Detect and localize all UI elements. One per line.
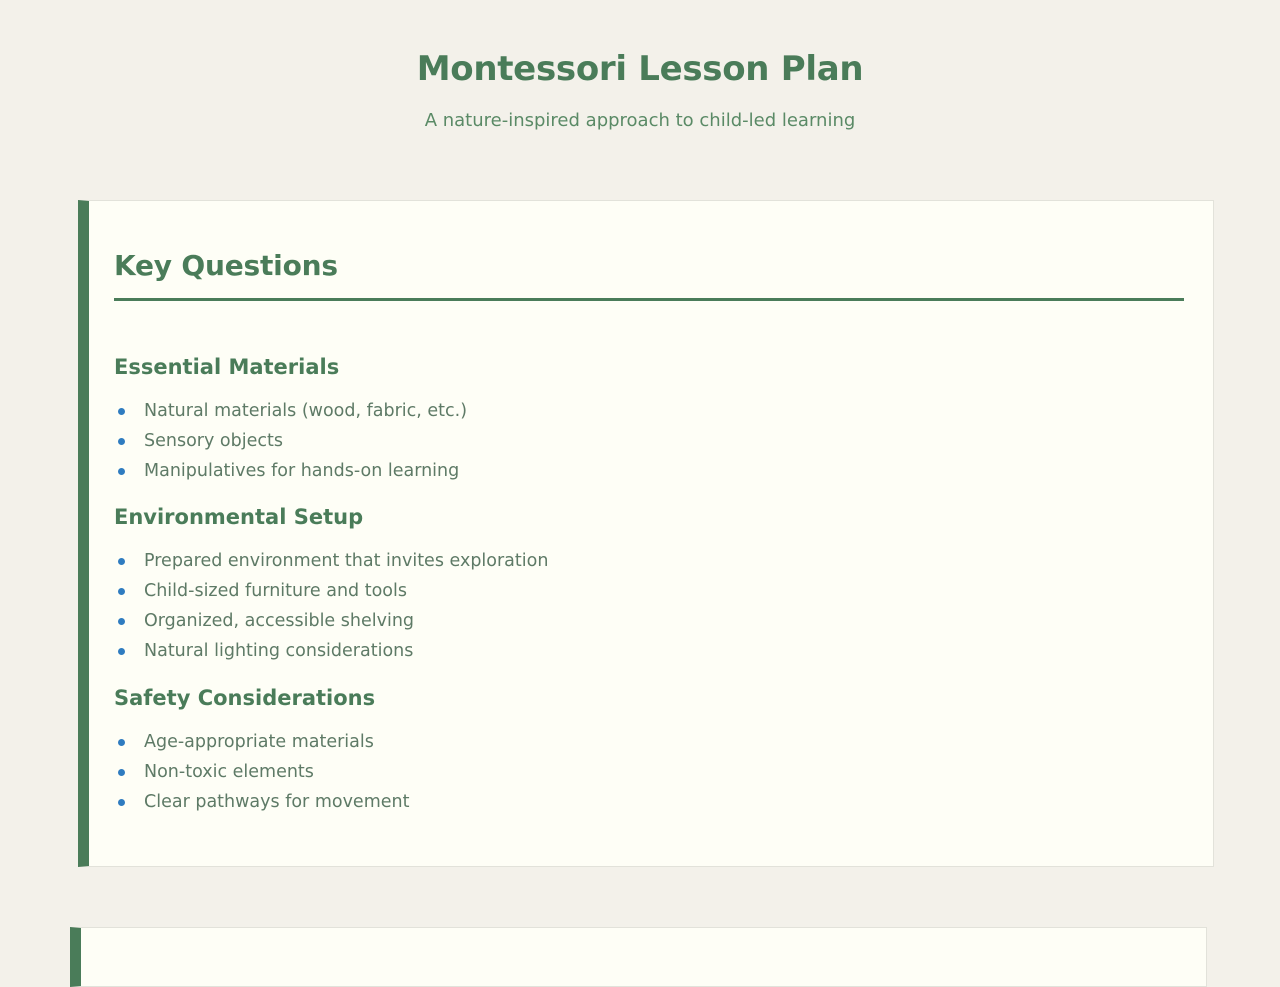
bullet-icon bbox=[118, 739, 125, 746]
list-item bbox=[114, 606, 548, 636]
list-item bbox=[114, 636, 548, 666]
list-item-text: Organized, accessible shelving bbox=[144, 611, 415, 631]
section-heading-essential-materials: Essential Materials bbox=[114, 355, 340, 379]
list-item bbox=[114, 546, 548, 576]
page-subtitle: A nature-inspired approach to child-led learning bbox=[424, 110, 856, 131]
essential-materials-list bbox=[114, 396, 467, 486]
list-item-text: Manipulatives for hands-on learning bbox=[144, 461, 460, 481]
title-divider bbox=[114, 298, 1184, 301]
list-item-text: Sensory objects bbox=[144, 431, 283, 451]
bullet-icon bbox=[118, 558, 125, 565]
section-heading-environmental-setup: Environmental Setup bbox=[114, 505, 364, 529]
key-questions-card bbox=[78, 200, 1214, 867]
list-item bbox=[114, 727, 409, 757]
list-item-text: Child-sized furniture and tools bbox=[144, 581, 407, 601]
list-item-text: Prepared environment that invites exploration bbox=[144, 551, 549, 571]
bullet-icon bbox=[118, 438, 125, 445]
card-title: Key Questions bbox=[114, 249, 338, 282]
bullet-icon bbox=[118, 799, 125, 806]
list-item bbox=[114, 787, 409, 817]
section-heading-safety-considerations: Safety Considerations bbox=[114, 686, 376, 710]
list-item bbox=[114, 426, 467, 456]
list-item bbox=[114, 576, 548, 606]
bullet-icon bbox=[118, 769, 125, 776]
list-item-text: Age-appropriate materials bbox=[144, 732, 374, 752]
bullet-icon bbox=[118, 618, 125, 625]
page-title: Montessori Lesson Plan bbox=[416, 49, 864, 89]
list-item bbox=[114, 396, 467, 426]
next-card bbox=[70, 927, 1207, 987]
list-item-text: Natural materials (wood, fabric, etc.) bbox=[144, 401, 468, 421]
safety-considerations-list bbox=[114, 727, 409, 817]
environmental-setup-list bbox=[114, 546, 548, 666]
bullet-icon bbox=[118, 648, 125, 655]
list-item-text: Clear pathways for movement bbox=[144, 792, 410, 812]
bullet-icon bbox=[118, 408, 125, 415]
list-item bbox=[114, 757, 409, 787]
bullet-icon bbox=[118, 468, 125, 475]
bullet-icon bbox=[118, 588, 125, 595]
list-item-text: Natural lighting considerations bbox=[144, 641, 414, 661]
list-item bbox=[114, 456, 467, 486]
list-item-text: Non-toxic elements bbox=[144, 762, 314, 782]
